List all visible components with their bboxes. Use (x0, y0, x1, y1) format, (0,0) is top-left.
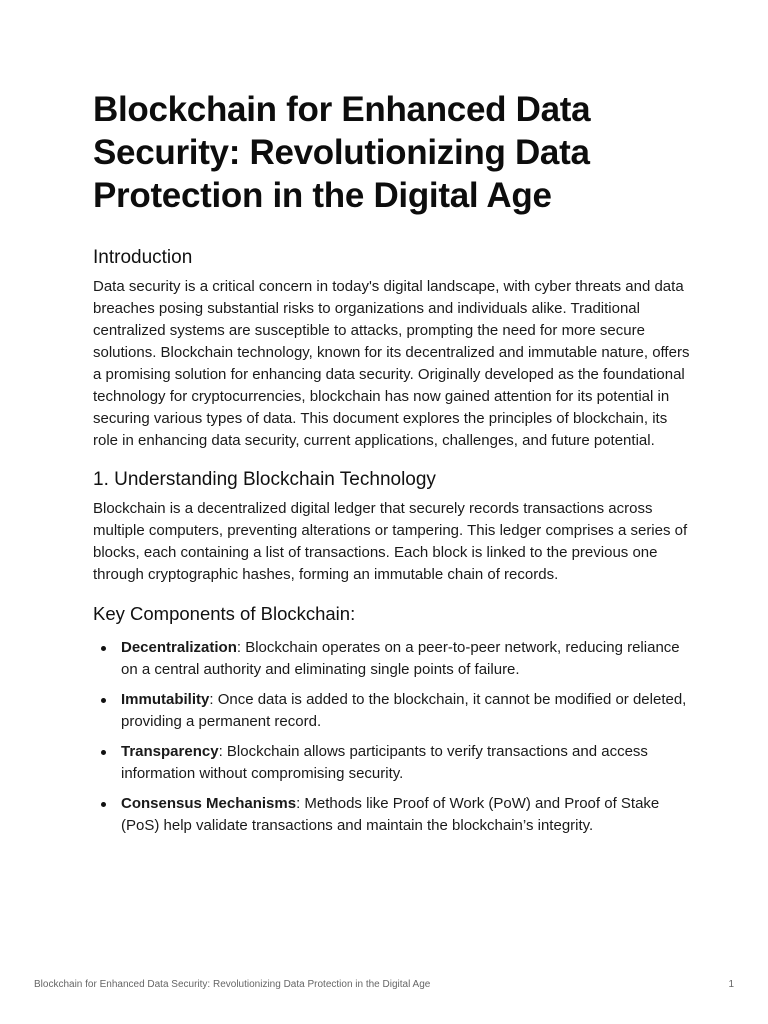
list-item-text: : Blockchain allows participants to verify transactions and access information without compromising security. (121, 743, 648, 782)
bullet-icon (101, 646, 106, 651)
list-item-text: : Methods like Proof of Work (PoW) and Proof of Stake (PoS) help validate transactions and maintain the blockchain’s integrity. (121, 795, 660, 834)
bullet-icon (101, 750, 106, 755)
list-item-term: Immutability (121, 691, 210, 708)
list-item (93, 741, 693, 785)
list-item (93, 793, 693, 837)
intro-paragraph: Data security is a critical concern in today's digital landscape, with cyber threats and data breaches posing substantial risks to organizations and individuals alike. Traditional centralized systems are susceptible to attacks, prompting the need for more secure solutions. Blockchain technology, known for its decentralized and immutable nature, offers a promising solution for enhancing data security. Originally developed as the foundational technology for cryptocurrencies, blockchain has now gained attention for its potential in securing various types of data. This document explores the principles of blockchain, its role in enhancing data security, current applications, challenges, and future potential. (93, 278, 690, 449)
page-footer (34, 978, 734, 992)
intro-heading: Introduction (93, 247, 193, 268)
list-item-text: : Once data is added to the blockchain, it cannot be modified or deleted, providing a permanent record. (121, 691, 687, 730)
key-components-list (93, 637, 693, 837)
list-item (93, 637, 693, 681)
footer-title: Blockchain for Enhanced Data Security: Revolutionizing Data Protection in the Digital Age (34, 979, 431, 990)
section-1-paragraph: Blockchain is a decentralized digital ledger that securely records transactions across multiple computers, preventing alterations or tampering. This ledger comprises a series of blocks, each containing a list of transactions. Each block is linked to the previous one through cryptographic hashes, forming an immutable chain of records. (93, 500, 688, 583)
section-1-heading: 1. Understanding Blockchain Technology (93, 469, 436, 490)
bullet-icon (101, 802, 106, 807)
list-item-text: : Blockchain operates on a peer-to-peer network, reducing reliance on a central authority and eliminating single points of failure. (121, 639, 680, 678)
list-item-term: Consensus Mechanisms (121, 795, 297, 812)
document-title: Blockchain for Enhanced Data Security: Revolutionizing Data Protection in the Digital Age (93, 90, 591, 215)
document-page (93, 88, 693, 845)
page-number: 1 (728, 979, 734, 990)
bullet-icon (101, 698, 106, 703)
list-item (93, 689, 693, 733)
key-components-heading: Key Components of Blockchain: (93, 603, 356, 624)
list-item-term: Decentralization (121, 639, 237, 656)
list-item-term: Transparency (121, 743, 219, 760)
